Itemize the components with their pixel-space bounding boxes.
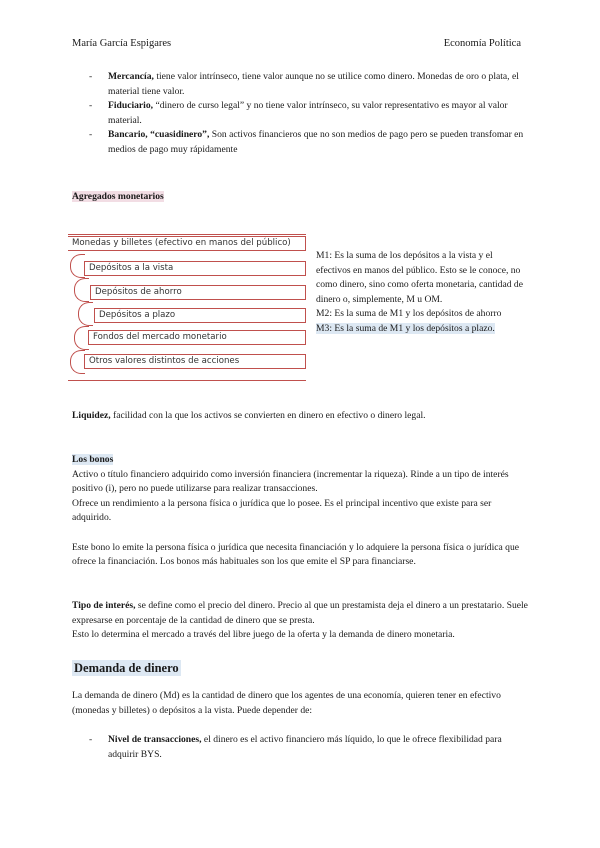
- m3-definition: M3: Es la suma de M1 y los depósitos a plazo.: [316, 322, 495, 334]
- diagram-item: Otros valores distintos de acciones: [84, 354, 306, 369]
- bonos-paragraph: Ofrece un rendimiento a la persona física o jurídica que lo posee. Es el principal incentivo que existe para ser adquirido.: [72, 497, 492, 524]
- definition: el dinero es el activo financiero más líquido, lo que le ofrece flexibilidad para adquirir BYS.: [108, 734, 502, 760]
- diagram-item: Depósitos de ahorro: [90, 285, 306, 300]
- m2-definition: M2: Es la suma de M1 y los depósitos de ahorro: [316, 308, 502, 320]
- section-heading-demanda: Demanda de dinero: [74, 661, 179, 675]
- section-heading-agregados: Agregados monetarios: [72, 191, 164, 202]
- term: Liquidez,: [72, 410, 111, 421]
- diagram-top-label: Monedas y billetes (efectivo en manos del público): [68, 236, 306, 251]
- liquidez-paragraph: [72, 409, 532, 424]
- interes-section: [72, 599, 532, 643]
- definition: tiene valor intrínseco, tiene valor aunque no se utilice como dinero. Monedas de oro o plata, el material tiene valor.: [108, 71, 519, 97]
- money-types-list: [72, 70, 532, 158]
- diagram-item: Depósitos a la vista: [84, 261, 306, 276]
- aggregates-definitions: [316, 249, 528, 337]
- term: Fiduciario,: [108, 100, 154, 112]
- definition: “dinero de curso legal” y no tiene valor intrínseco, su valor representativo es mayor al valor material.: [108, 100, 508, 126]
- list-item: [72, 128, 532, 157]
- list-item: [72, 733, 532, 762]
- bonos-paragraph: Este bono lo emite la persona física o jurídica que necesita financiación y lo adquiere la persona física o jurídica que ofrece la financiación. Los bonos más habituales son los que emite el SP para financiarse.: [72, 541, 520, 568]
- diagram-bracket: [74, 326, 89, 350]
- term: Bancario, “cuasidinero”,: [108, 129, 210, 141]
- header-author: María García Espigares: [72, 38, 172, 49]
- demanda-list: [72, 733, 532, 762]
- term: Nivel de transacciones,: [108, 734, 202, 745]
- definition: Son activos financieros que no son medios de pago pero se pueden transfomar en medios de pago muy rápidamente: [108, 129, 524, 155]
- m1-definition: M1: Es la suma de los depósitos a la vista y el efectivos en manos del público. Esto se le conoce, no como dinero, sino como oferta monetaria, cantidad de dinero o, simplemente, M u OM.: [316, 250, 523, 305]
- list-item: [72, 99, 532, 128]
- header-subject: Economía Política: [443, 38, 521, 49]
- bonos-paragraph: Activo o título financiero adquirido como inversión financiera (incrementar la riqueza). Rinde a un tipo de interés positivo (i), pero no puede utilizarse para realizar transacciones.: [72, 468, 509, 495]
- definition: se define como el precio del dinero. Precio al que un prestamista deja el dinero a un prestatario. Suele expresarse en porcentaje de la cantidad de dinero que se presta.: [72, 600, 528, 626]
- list-item: [72, 70, 532, 99]
- bonos-section: [72, 453, 532, 570]
- section-heading-bonos: Los bonos: [72, 454, 114, 465]
- diagram-bracket: [74, 278, 89, 302]
- diagram-item: Depósitos a plazo: [94, 308, 306, 323]
- diagram-bottom-rule: [68, 380, 306, 381]
- diagram-top-rule: [68, 234, 306, 235]
- term: Mercancía,: [108, 71, 154, 82]
- diagram-bracket: [78, 302, 93, 326]
- diagram-bracket: [70, 254, 85, 278]
- demanda-paragraph: La demanda de dinero (Md) es la cantidad de dinero que los agentes de una economía, quieren tener en efectivo (monedas y billetes) o depósitos a la vista. Puede depender de:: [72, 690, 501, 716]
- term: Tipo de interés,: [72, 600, 136, 611]
- monetary-aggregates-diagram: [68, 234, 308, 384]
- diagram-bracket: [70, 350, 85, 374]
- diagram-item: Fondos del mercado monetario: [88, 330, 306, 345]
- definition: facilidad con la que los activos se convierten en dinero en efectivo o dinero legal.: [110, 410, 426, 421]
- interes-paragraph: Esto lo determina el mercado a través del libre juego de la oferta y la demanda de dinero monetaria.: [72, 629, 455, 641]
